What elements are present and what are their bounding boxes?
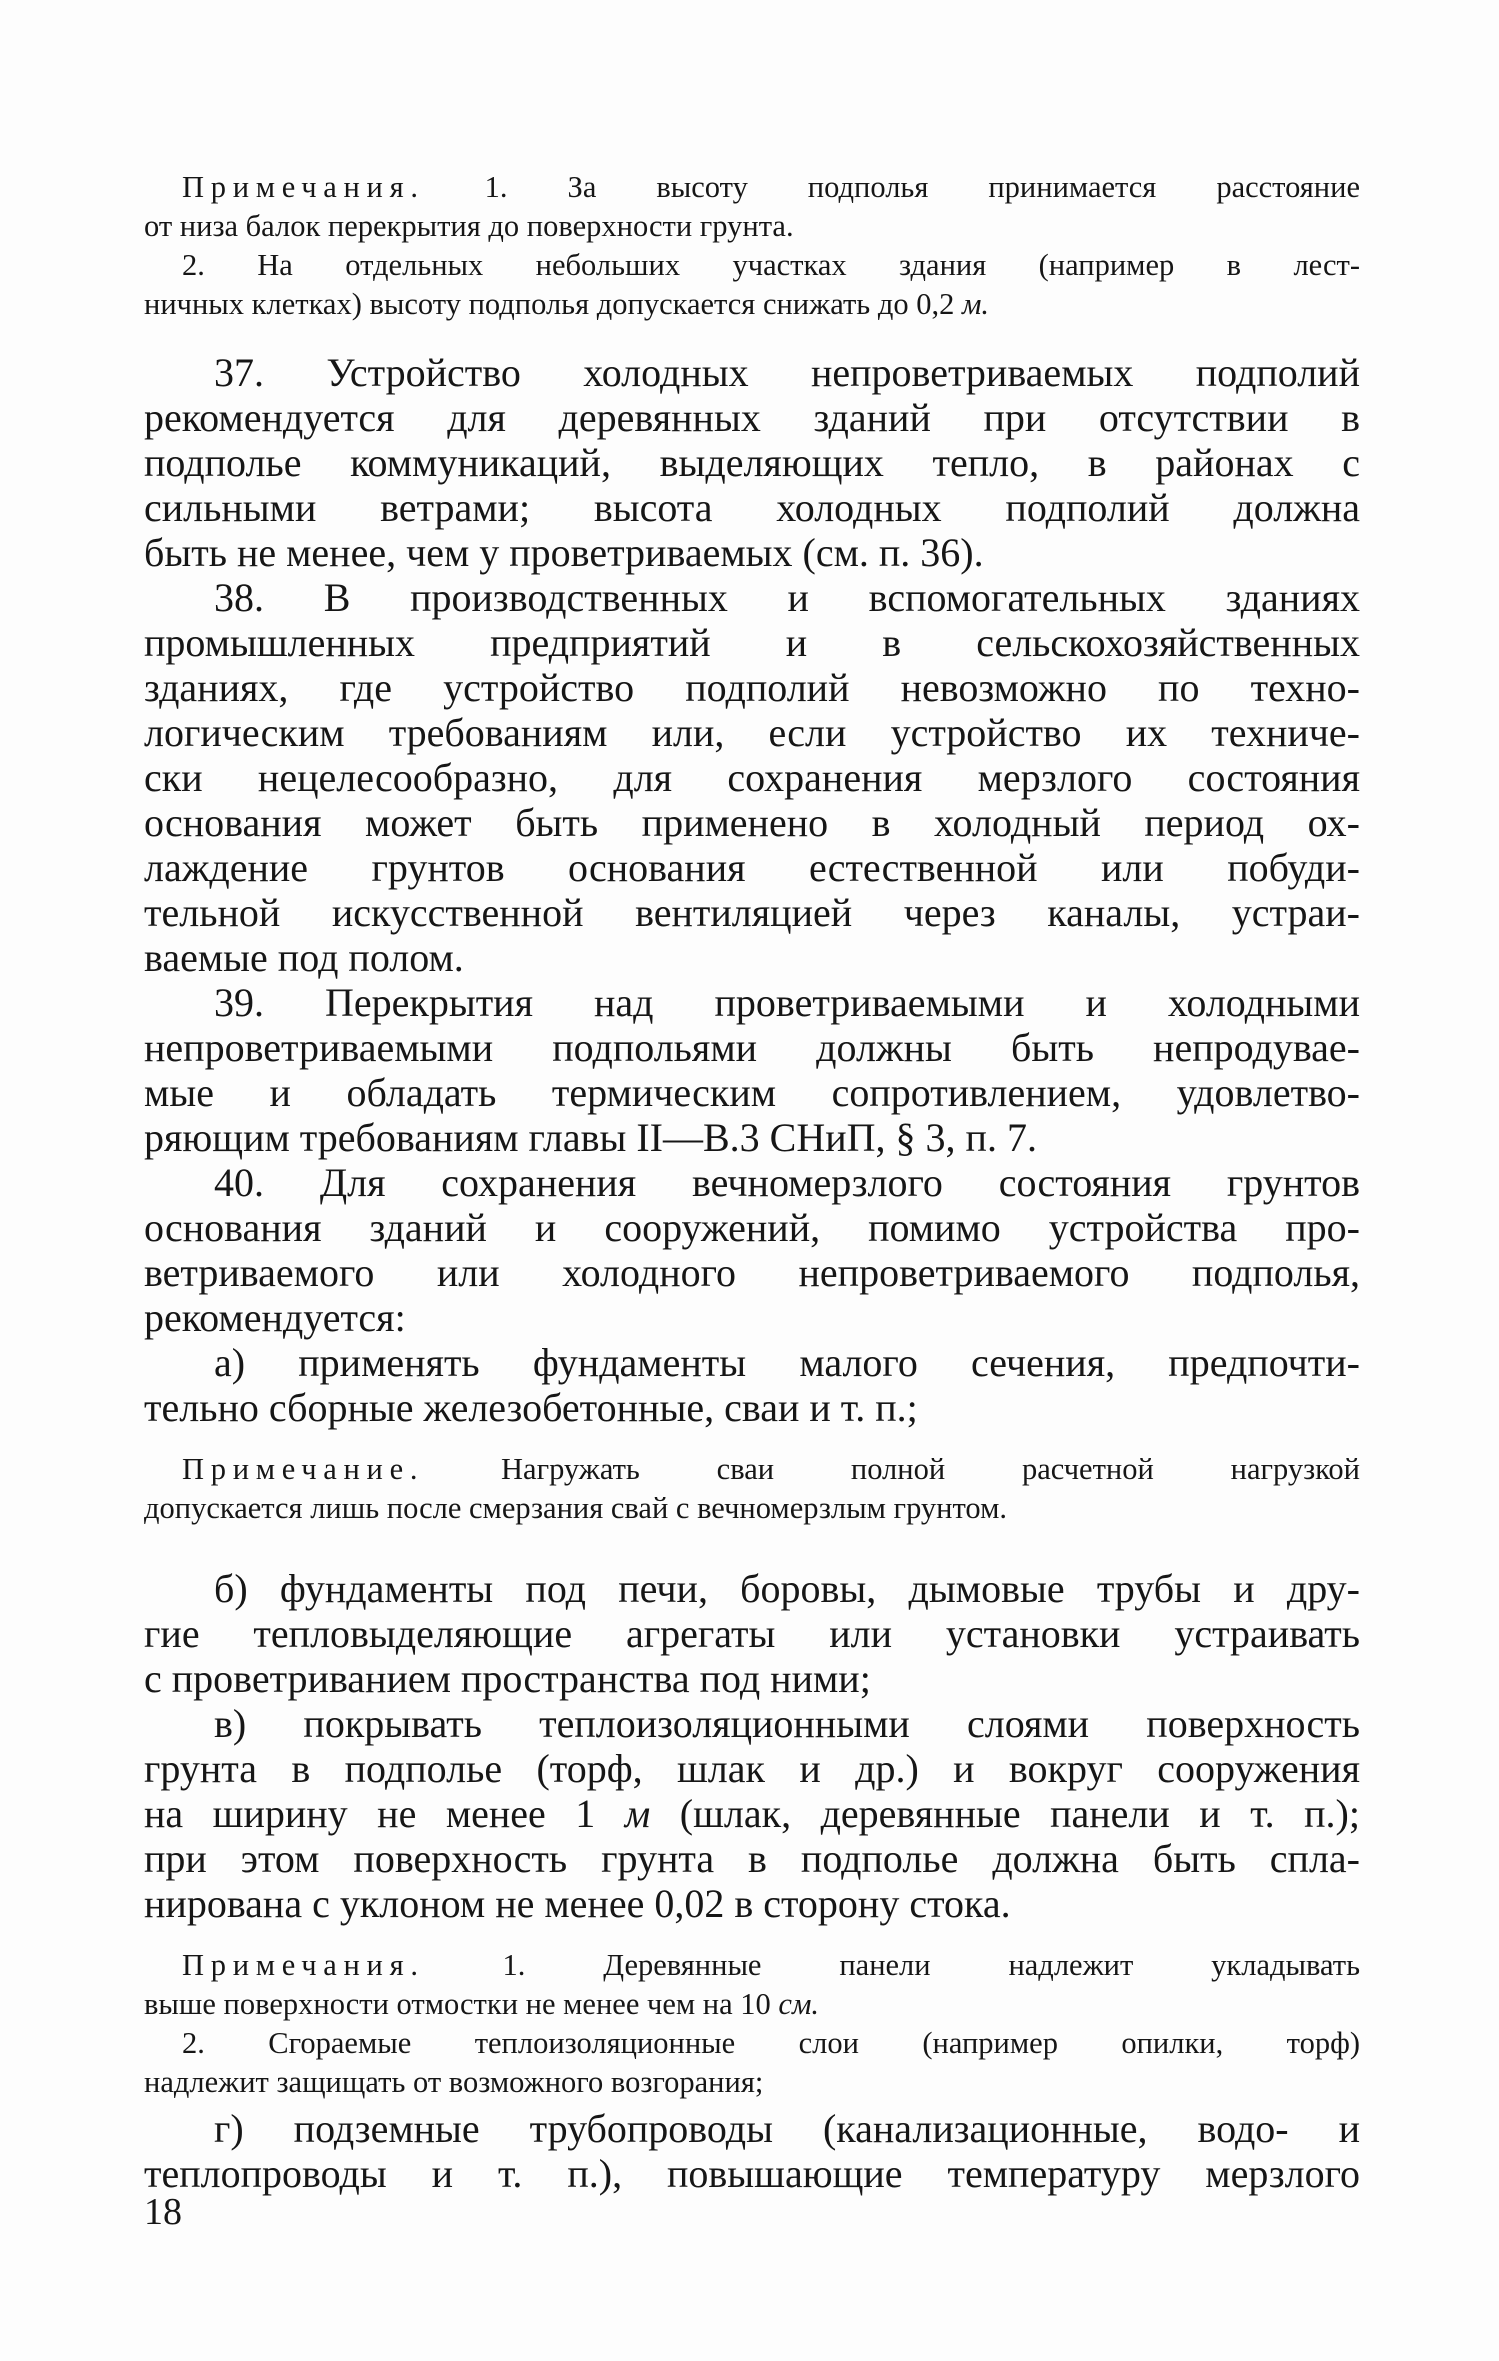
note-1-heading: Примечания. [182,170,425,204]
p38-line: промышленных предприятий и в сельскохозяйственных [144,620,1360,665]
p40-line: рекомендуется: [144,1295,406,1340]
p40-line: ветриваемого или холодного непроветриваемого подполья, [144,1250,1360,1295]
note-2-line-2: допускается лишь после смерзания свай с вечномерзлым грунтом. [144,1491,1008,1525]
p38-line: лаждение грунтов основания естественной или побуди- [144,845,1360,890]
item-v-line-3-unit: м [624,1791,651,1836]
item-v-line-5: нирована с уклоном не менее 0,02 в сторону стока. [144,1881,1011,1926]
p38-line: ски нецелесообразно, для сохранения мерзлого состояния [144,755,1360,800]
p39-line: ряющим требованиям главы II—В.3 СНиП, § 3, п. 7. [144,1115,1037,1160]
note-1-line-2: от низа балок перекрытия до поверхности грунта. [144,209,794,243]
note-3-line-2-unit: см. [778,1987,820,2021]
item-v-line-4: при этом поверхность грунта в подполье должна быть спла- [144,1836,1360,1881]
p40-line: основания зданий и сооружений, помимо устройства про- [144,1205,1360,1250]
paragraph-38 [144,575,1360,980]
paragraph-40 [144,1160,1360,1340]
note-3-line-3: 2. Сгораемые теплоизоляционные слои (например опилки, торф) [182,2026,1360,2060]
paragraph-37 [144,350,1360,575]
p38-line: 38. В производственных и вспомогательных зданиях [214,575,1360,620]
note-3 [144,1946,1360,2102]
note-3-line-1: 1. Деревянные панели надлежит укладывать [502,1948,1360,1982]
note-3-line-2: выше поверхности отмостки не менее чем на 10 [144,1987,779,2021]
item-b [144,1566,1360,1701]
note-3-line-4: надлежит защищать от возможного возгорания; [144,2065,764,2099]
note-3-heading: Примечания. [182,1948,425,1982]
item-v-line-3b: (шлак, деревянные панели и т. п.); [650,1791,1360,1836]
p38-line: основания может быть применено в холодный период ох- [144,800,1360,845]
p38-line: тельной искусственной вентиляцией через каналы, устраи- [144,890,1360,935]
page-number: 18 [144,2191,182,2233]
p37-line: сильными ветрами; высота холодных подполий должна [144,485,1360,530]
item-v-line-1: в) покрывать теплоизоляционными слоями поверхность [214,1701,1360,1746]
item-b-line: б) фундаменты под печи, боровы, дымовые трубы и дру- [214,1566,1360,1611]
p37-line: рекомендуется для деревянных зданий при отсутствии в [144,395,1360,440]
p38-line: зданиях, где устройство подполий невозможно по техно- [144,665,1360,710]
p39-line: 39. Перекрытия над проветриваемыми и холодными [214,980,1360,1025]
page-body [144,168,1360,2196]
item-v [144,1701,1360,1926]
note-2-heading: Примечание. [182,1452,425,1486]
p38-line: логическим требованиям или, если устройство их техниче- [144,710,1360,755]
note-1 [144,168,1360,324]
note-2 [144,1450,1360,1528]
paragraph-39 [144,980,1360,1160]
note-2-line-1: Нагружать сваи полной расчетной нагрузкой [501,1452,1360,1486]
p37-line: подполье коммуникаций, выделяющих тепло, в районах с [144,440,1360,485]
note-1-line-4: ничных клетках) высоту подполья допускается снижать до 0,2 [144,287,962,321]
item-v-line-2: грунта в подполье (торф, шлак и др.) и вокруг сооружения [144,1746,1360,1791]
p40-line: 40. Для сохранения вечномерзлого состояния грунтов [214,1160,1360,1205]
item-a-line: тельно сборные железобетонные, сваи и т. п.; [144,1385,918,1430]
item-a-line: а) применять фундаменты малого сечения, предпочти- [214,1340,1360,1385]
item-b-line: гие тепловыделяющие агрегаты или установки устраивать [144,1611,1360,1656]
p39-line: мые и обладать термическим сопротивлением, удовлетво- [144,1070,1360,1115]
item-g [144,2106,1360,2196]
item-g-line: теплопроводы и т. п.), повышающие температуру мерзлого [144,2151,1360,2196]
note-1-line-3: 2. На отдельных небольших участках здания (например в лест- [182,248,1360,282]
item-v-line-3a: на ширину не менее 1 [144,1791,625,1836]
item-a [144,1340,1360,1430]
p37-line: быть не менее, чем у проветриваемых (см. п. 36). [144,530,984,575]
p38-line: ваемые под полом. [144,935,464,980]
p37-line: 37. Устройство холодных непроветриваемых подполий [214,350,1360,395]
note-1-line-1: 1. За высоту подполья принимается расстояние [484,170,1360,204]
note-1-line-4-unit: м. [961,287,990,321]
item-g-line: г) подземные трубопроводы (канализационные, водо- и [214,2106,1360,2151]
p39-line: непроветриваемыми подпольями должны быть непродувае- [144,1025,1360,1070]
item-b-line: с проветриванием пространства под ними; [144,1656,871,1701]
